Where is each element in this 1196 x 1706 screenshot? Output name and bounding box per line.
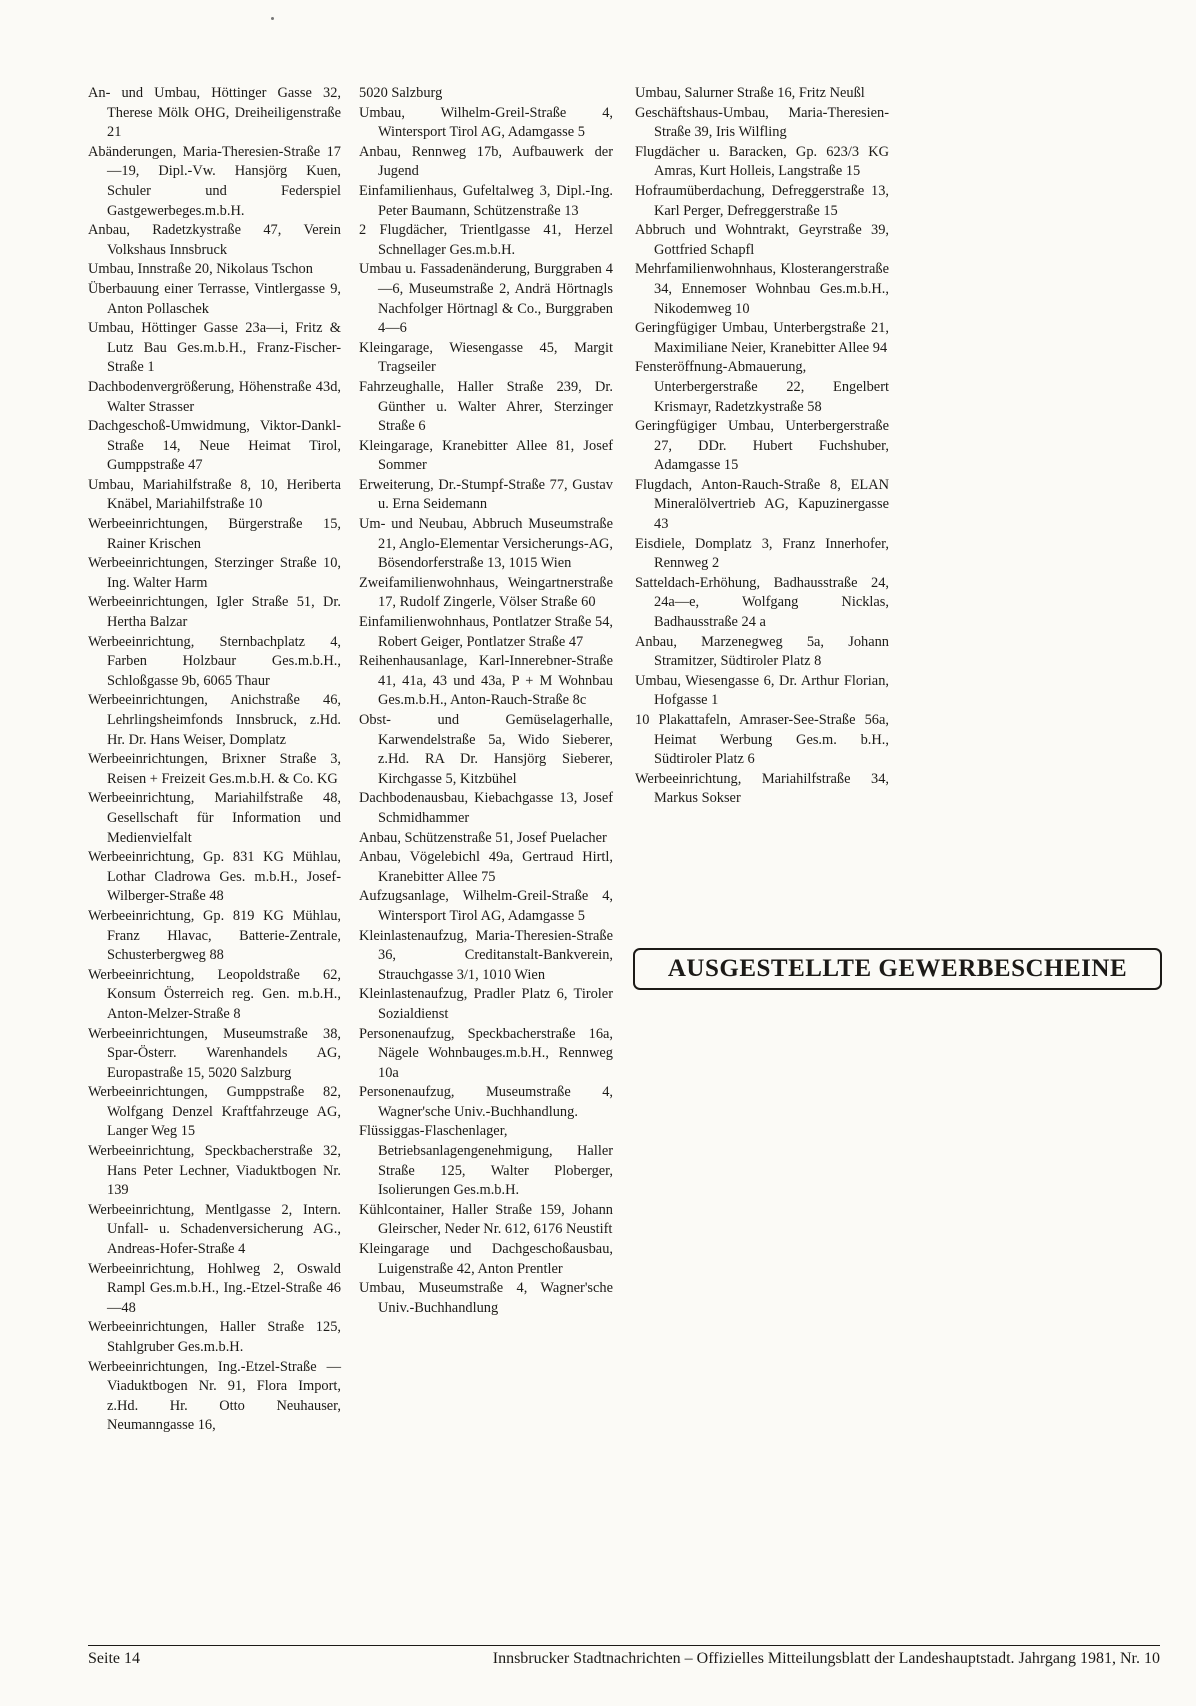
print-speck [271, 17, 274, 20]
list-item: Anbau, Schützenstraße 51, Josef Puelacher [359, 829, 607, 846]
list-item: Kleinlastenaufzug, Pradler Platz 6, Tiroler Sozialdienst [359, 986, 613, 1022]
list-item: Werbeeinrichtung, Speckbacherstraße 32, Hans Peter Lechner, Viaduktbogen Nr. 139 [88, 1143, 341, 1199]
list-item: Werbeeinrichtungen, Brixner Straße 3, Reisen + Freizeit Ges.m.b.H. & Co. KG [88, 751, 341, 787]
list-item: Einfamilienwohnhaus, Pontlatzer Straße 54, Robert Geiger, Pontlatzer Straße 47 [359, 614, 613, 650]
list-item: Satteldach-Erhöhung, Badhausstraße 24, 24a—e, Wolfgang Nicklas, Badhausstraße 24 a [635, 574, 889, 631]
page-number: Seite 14 [88, 1650, 140, 1667]
column-3 [635, 84, 889, 809]
list-item: Werbeeinrichtungen, Haller Straße 125, Stahlgruber Ges.m.b.H. [88, 1319, 341, 1355]
list-item: Erweiterung, Dr.-Stumpf-Straße 77, Gustav u. Erna Seidemann [359, 476, 613, 513]
list-item: Werbeeinrichtungen, Gumppstraße 82, Wolfgang Denzel Kraftfahrzeuge AG, Langer Weg 15 [88, 1084, 341, 1140]
list-item: Hofraumüberdachung, Defreggerstraße 13, Karl Perger, Defreggerstraße 15 [635, 182, 889, 219]
list-item: Werbeeinrichtung, Mariahilfstraße 48, Gesellschaft für Information und Medienvielfalt [88, 790, 341, 846]
list-item: Werbeeinrichtungen, Igler Straße 51, Dr. Hertha Balzar [88, 594, 341, 631]
list-item: Kleinlastenaufzug, Maria-Theresien-Straße 36, Creditanstalt-Bankverein, Strauchgasse 3/1, 1010 Wien [359, 927, 613, 983]
list-item: Abbruch und Wohntrakt, Geyrstraße 39, Gottfried Schapfl [635, 222, 889, 258]
list-item: Reihenhausanlage, Karl-Innerebner-Straße 41, 41a, 43 und 43a, P + M Wohnbau Ges.m.b.H., Anton-Rauch-Straße 8c [359, 653, 613, 709]
list-item: Kühlcontainer, Haller Straße 159, Johann Gleirscher, Neder Nr. 612, 6176 Neustift [359, 1201, 613, 1238]
list-item: Flugdächer u. Baracken, Gp. 623/3 KG Amras, Kurt Holleis, Langstraße 15 [635, 143, 889, 180]
section-heading-box [633, 948, 1162, 990]
column-1 [88, 84, 341, 1436]
list-item: Aufzugsanlage, Wilhelm-Greil-Straße 4, Wintersport Tirol AG, Adamgasse 5 [359, 888, 613, 924]
list-item: Werbeeinrichtung, Gp. 831 KG Mühlau, Lothar Cladrowa Ges. m.b.H., Josef-Wilberger-Straße 48 [88, 849, 341, 905]
list-item: Geringfügiger Umbau, Unterbergerstraße 27, DDr. Hubert Fuchshuber, Adamgasse 15 [635, 418, 889, 474]
list-item: Werbeeinrichtungen, Ing.-Etzel-Straße — Viaduktbogen Nr. 91, Flora Import, z.Hd. Hr. Otto Neuhauser, Neumanngasse 16, [88, 1358, 341, 1434]
list-item: Werbeeinrichtungen, Sterzinger Straße 10, Ing. Walter Harm [88, 555, 341, 591]
list-item: 2 Flugdächer, Trientlgasse 41, Herzel Schnellager Ges.m.b.H. [359, 222, 613, 258]
list-item: Geringfügiger Umbau, Unterbergstraße 21, Maximiliane Neier, Kranebitter Allee 94 [635, 320, 889, 356]
list-item: Umbau, Wilhelm-Greil-Straße 4, Wintersport Tirol AG, Adamgasse 5 [359, 104, 613, 141]
list-item: Dachbodenausbau, Kiebachgasse 13, Josef Schmidhammer [359, 790, 613, 826]
list-item: Anbau, Rennweg 17b, Aufbauwerk der Jugend [359, 143, 613, 180]
list-item: An- und Umbau, Höttinger Gasse 32, Therese Mölk OHG, Dreiheiligenstraße 21 [88, 85, 341, 141]
list-item: 5020 Salzburg [359, 85, 443, 101]
list-item: Werbeeinrichtung, Hohlweg 2, Oswald Rampl Ges.m.b.H., Ing.-Etzel-Straße 46—48 [88, 1260, 341, 1316]
list-item: Werbeeinrichtung, Gp. 819 KG Mühlau, Franz Hlavac, Batterie-Zentrale, Schusterbergweg 88 [88, 907, 341, 964]
list-item: Einfamilienhaus, Gufeltalweg 3, Dipl.-Ing. Peter Baumann, Schützenstraße 13 [359, 182, 613, 219]
list-item: Mehrfamilienwohnhaus, Klosterangerstraße 34, Ennemoser Wohnbau Ges.m.b.H., Nikodemweg 10 [635, 261, 889, 317]
list-item: Umbau, Innstraße 20, Nikolaus Tschon [88, 261, 313, 278]
list-item: Umbau, Wiesengasse 6, Dr. Arthur Florian, Hofgasse 1 [635, 672, 889, 709]
list-item: Werbeeinrichtung, Mariahilfstraße 34, Markus Sokser [635, 770, 889, 807]
list-item: Dachgeschoß-Umwidmung, Viktor-Dankl-Straße 14, Neue Heimat Tirol, Gumppstraße 47 [88, 418, 341, 474]
publication-title: Innsbrucker Stadtnachrichten – Offizielles Mitteilungsblatt der Landeshauptstadt. Jahrgang 1981, Nr. 10 [492, 1650, 1160, 1667]
list-item: Werbeeinrichtung, Mentlgasse 2, Intern. Unfall- u. Schadenversicherung AG., Andreas-Hofer-Straße 4 [88, 1201, 341, 1258]
list-item: Abänderungen, Maria-Theresien-Straße 17—19, Dipl.-Vw. Hansjörg Kuen, Schuler und Federspiel Gastgewerbeges.m.b.H. [88, 143, 341, 219]
list-item: Eisdiele, Domplatz 3, Franz Innerhofer, Rennweg 2 [635, 535, 889, 572]
list-item: Personenaufzug, Speckbacherstraße 16a, Nägele Wohnbauges.m.b.H., Rennweg 10a [359, 1025, 613, 1081]
list-item: Zweifamilienwohnhaus, Weingartnerstraße 17, Rudolf Zingerle, Völser Straße 60 [359, 574, 613, 611]
list-item: Umbau, Mariahilfstraße 8, 10, Heriberta Knäbel, Mariahilfstraße 10 [88, 476, 341, 513]
list-item: Werbeeinrichtungen, Museumstraße 38, Spar-Österr. Warenhandels AG, Europastraße 15, 5020 Salzburg [88, 1025, 341, 1081]
list-item: Flugdach, Anton-Rauch-Straße 8, ELAN Mineralölvertrieb AG, Kapuzinergasse 43 [635, 476, 889, 533]
list-item: Um- und Neubau, Abbruch Museumstraße 21, Anglo-Elementar Versicherungs-AG, Bösendorferstraße 13, 1015 Wien [359, 516, 613, 572]
list-item: Fahrzeughalle, Haller Straße 239, Dr. Günther u. Walter Ahrer, Sterzinger Straße 6 [359, 378, 613, 435]
list-item: Werbeeinrichtung, Sternbachplatz 4, Farben Holzbaur Ges.m.b.H., Schloßgasse 9b, 6065 Thaur [88, 633, 341, 689]
list-item: Anbau, Marzenegweg 5a, Johann Stramitzer, Südtiroler Platz 8 [635, 633, 889, 670]
list-item: Werbeeinrichtung, Leopoldstraße 62, Konsum Österreich reg. Gen. m.b.H., Anton-Melzer-Straße 8 [88, 966, 341, 1022]
list-item: Kleingarage und Dachgeschoßausbau, Luigenstraße 42, Anton Prentler [359, 1241, 613, 1277]
list-item: Umbau, Museumstraße 4, Wagner'sche Univ.-Buchhandlung [359, 1280, 613, 1316]
list-item: Anbau, Vögelebichl 49a, Gertraud Hirtl, Kranebitter Allee 75 [359, 849, 613, 885]
list-item: Umbau, Höttinger Gasse 23a—i, Fritz & Lutz Bau Ges.m.b.H., Franz-Fischer-Straße 1 [88, 320, 341, 376]
column-2 [359, 84, 613, 1318]
list-item: Kleingarage, Kranebitter Allee 81, Josef Sommer [359, 437, 613, 474]
list-item: Werbeeinrichtungen, Bürgerstraße 15, Rainer Krischen [88, 516, 341, 552]
section-heading: AUSGESTELLTE GEWERBESCHEINE [667, 955, 1128, 982]
list-item: Personenaufzug, Museumstraße 4, Wagner'sche Univ.-Buchhandlung. [359, 1084, 613, 1120]
list-item: Kleingarage, Wiesengasse 45, Margit Tragseiler [359, 339, 613, 376]
list-item: Überbauung einer Terrasse, Vintlergasse 9, Anton Pollaschek [88, 280, 341, 317]
list-item: Umbau, Salurner Straße 16, Fritz Neußl [635, 85, 865, 101]
list-item: Fensteröffnung-Abmauerung, Unterbergerstraße 22, Engelbert Krismayr, Radetzkystraße 58 [635, 359, 889, 415]
footer-rule [88, 1645, 1160, 1646]
list-item: Geschäftshaus-Umbau, Maria-Theresien-Straße 39, Iris Wilfling [635, 104, 889, 141]
list-item: 10 Plakattafeln, Amraser-See-Straße 56a, Heimat Werbung Ges.m. b.H., Südtiroler Platz 6 [635, 712, 889, 768]
list-item: Obst- und Gemüselagerhalle, Karwendelstraße 5a, Wido Sieberer, z.Hd. RA Dr. Hansjörg Sieberer, Kirchgasse 5, Kitzbühel [359, 712, 613, 787]
list-item: Werbeeinrichtungen, Anichstraße 46, Lehrlingsheimfonds Innsbruck, z.Hd. Hr. Dr. Hans Weiser, Domplatz [88, 692, 341, 748]
list-item: Umbau u. Fassadenänderung, Burggraben 4—6, Museumstraße 2, Andrä Hörtnagls Nachfolger Hörtnagl & Co., Burggraben 4—6 [359, 261, 613, 337]
list-item: Flüssiggas-Flaschenlager, Betriebsanlagengenehmigung, Haller Straße 125, Walter Ploberger, Isolierungen Ges.m.b.H. [359, 1123, 613, 1199]
list-item: Anbau, Radetzkystraße 47, Verein Volkshaus Innsbruck [88, 222, 341, 258]
list-item: Dachbodenvergrößerung, Höhenstraße 43d, Walter Strasser [88, 378, 341, 415]
